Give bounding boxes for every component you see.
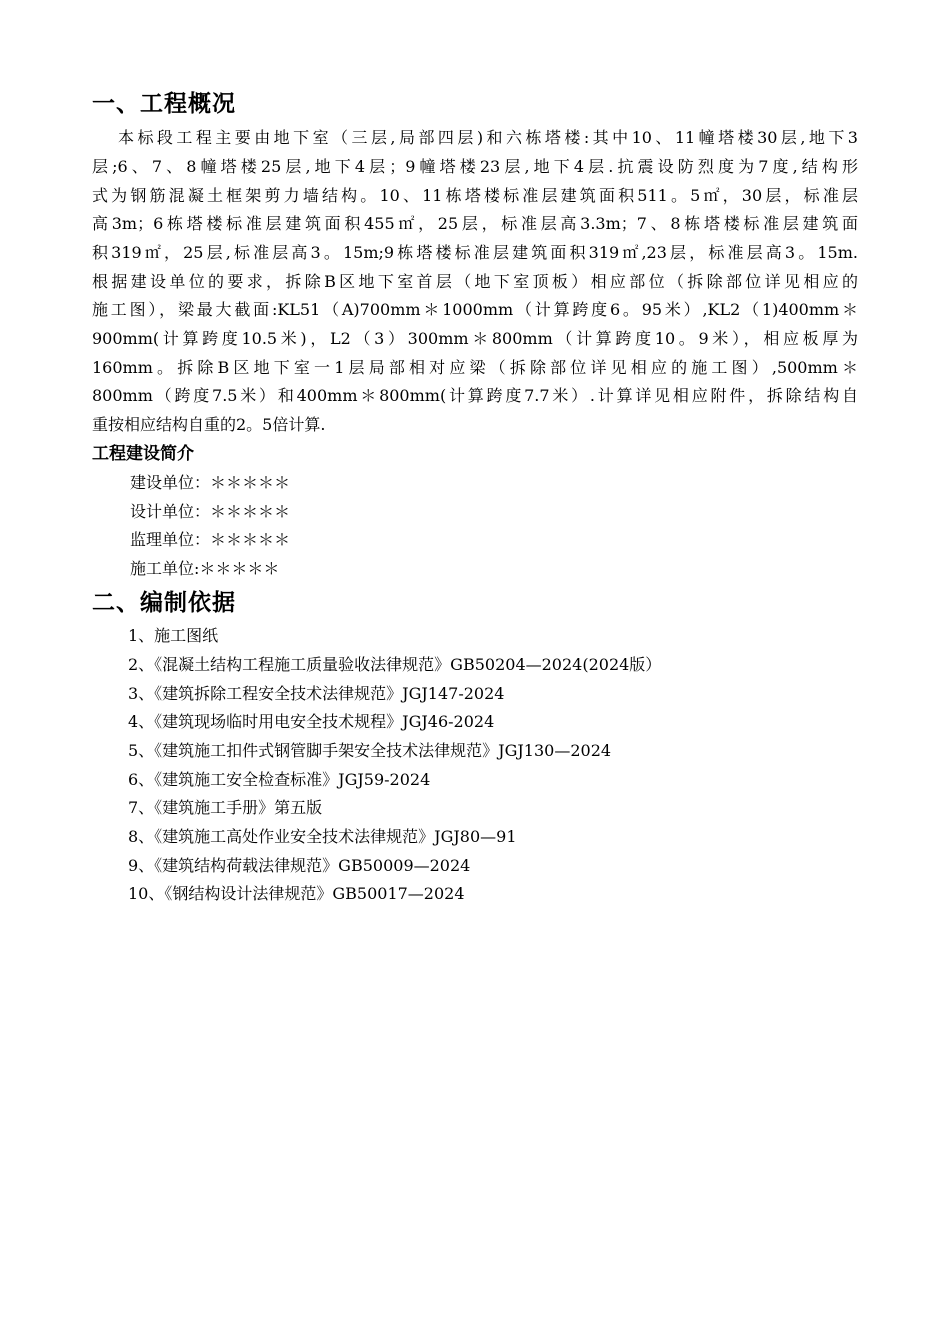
paragraph-line: 施工图），梁最大截面:KL51（A)700mm＊1000mm（计算跨度6。95米）,KL2（1)400mm＊ xyxy=(92,300,858,319)
section-title-basis: 二、编制依据 xyxy=(92,590,236,616)
list-item: 10、《钢结构设计法律规范》GB50017—2024 xyxy=(128,884,465,903)
section-title-overview: 一、工程概况 xyxy=(92,91,236,117)
list-item: 4、《建筑现场临时用电安全技术规程》JGJ46-2024 xyxy=(128,712,495,731)
paragraph-line: 高3m；6栋塔楼标准层建筑面积455㎡，25层，标准层高3.3m；7、8栋塔楼标准层建筑面 xyxy=(92,214,858,233)
paragraph-line: 式为钢筋混凝土框架剪力墙结构。10、11栋塔楼标准层建筑面积511。5㎡，30层，标准层 xyxy=(92,186,858,205)
paragraph-line: 重按相应结构自重的2。5倍计算. xyxy=(92,415,326,434)
list-item: 5、《建筑施工扣件式钢管脚手架安全技术法律规范》JGJ130—2024 xyxy=(128,741,612,760)
paragraph-line: 800mm（跨度7.5米）和400mm＊800mm(计算跨度7.7米）.计算详见相应附件，拆除结构自 xyxy=(92,386,858,405)
list-item: 1、施工图纸 xyxy=(128,626,219,645)
paragraph-line: 本标段工程主要由地下室（三层,局部四层)和六栋塔楼:其中10、11幢塔楼30层,地下3 xyxy=(118,128,858,147)
paragraph-line: 900mm(计算跨度10.5米)，L2（3）300mm＊800mm（计算跨度10。9米），相应板厚为 xyxy=(92,329,858,348)
paragraph-line: 根据建设单位的要求，拆除B区地下室首层（地下室顶板）相应部位（拆除部位详见相应的 xyxy=(92,272,858,291)
list-item: 施工单位:＊＊＊＊＊ xyxy=(130,559,280,578)
list-item: 2、《混凝土结构工程施工质量验收法律规范》GB50204—2024(2024版） xyxy=(128,655,662,674)
list-item: 9、《建筑结构荷载法律规范》GB50009—2024 xyxy=(128,856,471,875)
list-item: 8、《建筑施工高处作业安全技术法律规范》JGJ80—91 xyxy=(128,827,517,846)
list-item: 监理单位：＊＊＊＊＊ xyxy=(130,530,291,549)
paragraph-line: 积319㎡，25层,标准层高3。15m;9栋塔楼标准层建筑面积319㎡,23层，标准层高3。15m. xyxy=(92,243,858,262)
paragraph-line: 160mm。拆除B区地下室一1层局部相对应梁（拆除部位详见相应的施工图）,500mm＊ xyxy=(92,358,858,377)
paragraph-line: 层;6、7、8幢塔楼25层,地下4层；9幢塔楼23层,地下4层.抗震设防烈度为7度,结构形 xyxy=(92,157,858,176)
construction-intro-title: 工程建设简介 xyxy=(92,444,194,464)
list-item: 建设单位：＊＊＊＊＊ xyxy=(130,473,291,492)
list-item: 设计单位：＊＊＊＊＊ xyxy=(130,502,291,521)
list-item: 7、《建筑施工手册》第五版 xyxy=(128,798,323,817)
list-item: 6、《建筑施工安全检查标准》JGJ59-2024 xyxy=(128,770,431,789)
list-item: 3、《建筑拆除工程安全技术法律规范》JGJ147-2024 xyxy=(128,684,505,703)
